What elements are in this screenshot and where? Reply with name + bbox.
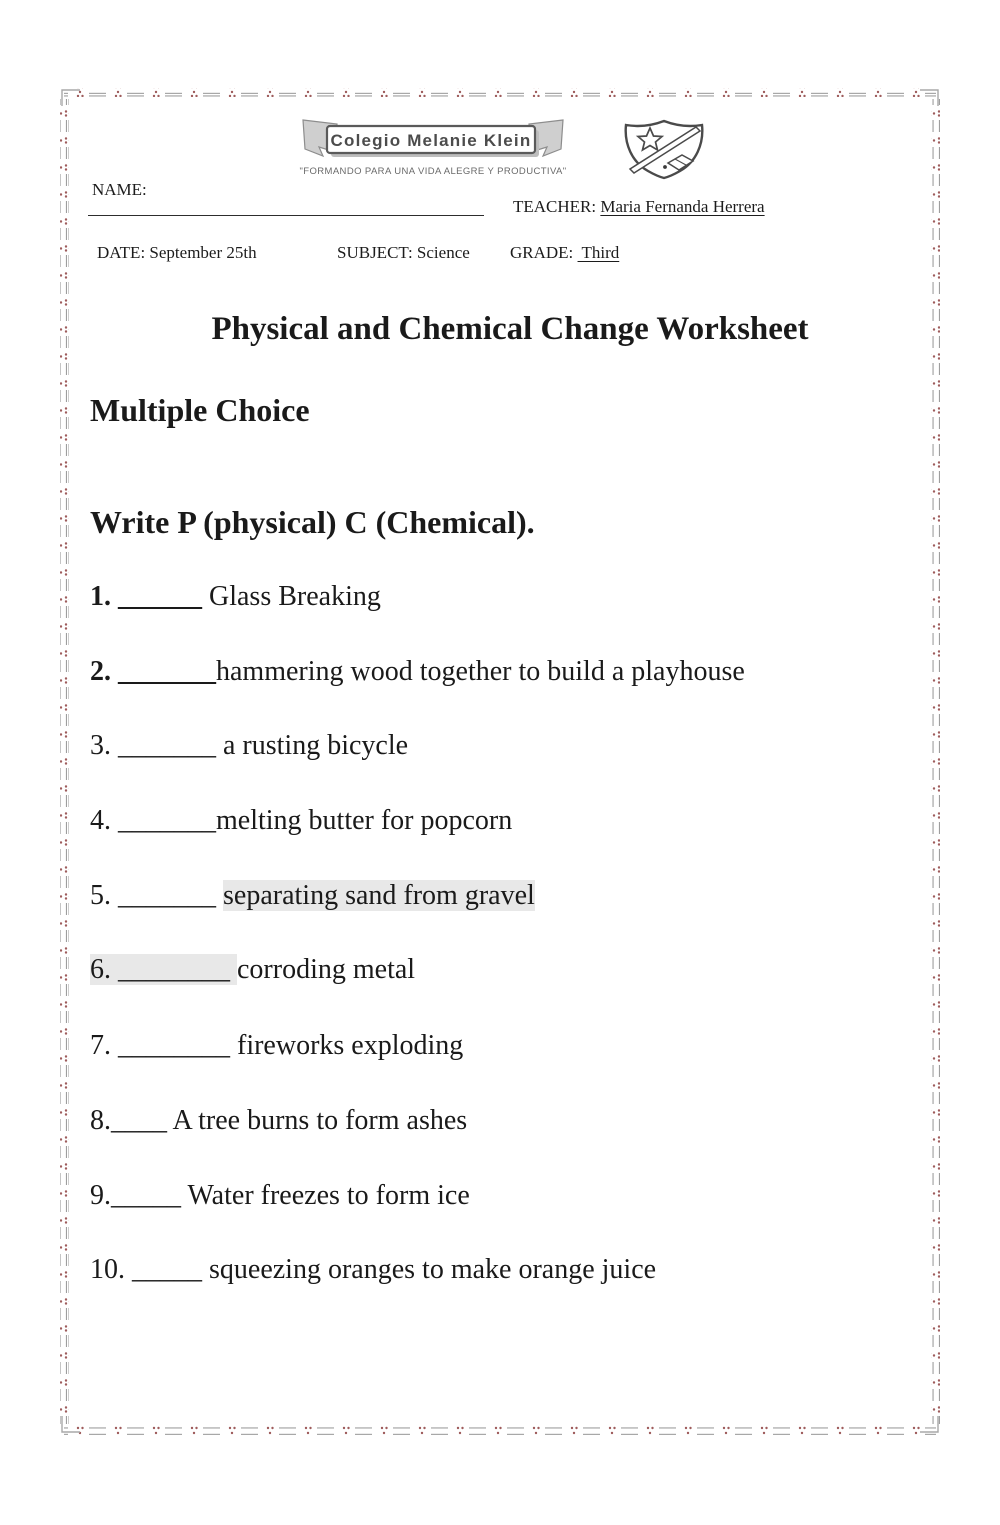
item-number-blank-highlighted: 6. ________ bbox=[90, 954, 237, 985]
date-value: September 25th bbox=[149, 243, 257, 262]
worksheet-item-5 bbox=[90, 879, 535, 913]
ink-drop bbox=[663, 165, 667, 169]
school-logo-banner bbox=[297, 114, 569, 177]
worksheet-item-4 bbox=[90, 804, 512, 838]
date-label: DATE: bbox=[97, 243, 150, 262]
teacher-field bbox=[513, 197, 765, 217]
worksheet-item-7 bbox=[90, 1029, 463, 1063]
worksheet-item-3 bbox=[90, 729, 408, 763]
item-number-blank: 8.____ bbox=[90, 1105, 173, 1136]
item-number-blank: 3. _______ bbox=[90, 730, 223, 761]
worksheet-item-1 bbox=[90, 580, 381, 614]
school-name: Colegio Melanie Klein bbox=[330, 131, 532, 150]
name-label: NAME: bbox=[92, 180, 147, 199]
subject-field bbox=[337, 243, 470, 263]
item-number-blank: 5. _______ bbox=[90, 880, 223, 911]
grade-field bbox=[510, 243, 619, 263]
grade-value: Third bbox=[577, 243, 620, 262]
border-right bbox=[931, 99, 940, 1424]
item-text-highlighted: separating sand from gravel bbox=[223, 880, 535, 911]
teacher-label: TEACHER: bbox=[513, 197, 601, 216]
subject-label: SUBJECT: bbox=[337, 243, 417, 262]
worksheet-item-2 bbox=[90, 655, 745, 689]
page-title: Physical and Chemical Change Worksheet bbox=[211, 311, 809, 347]
item-text: Glass Breaking bbox=[209, 581, 381, 612]
ribbon-banner-graphic bbox=[297, 114, 569, 160]
worksheet-item-6 bbox=[90, 953, 415, 987]
item-number-blank: 10. _____ bbox=[90, 1254, 209, 1285]
section-heading: Multiple Choice bbox=[90, 392, 310, 428]
item-text: corroding metal bbox=[237, 954, 416, 985]
item-number-blank: 7. ________ bbox=[90, 1030, 237, 1061]
teacher-name: Maria Fernanda Herrera bbox=[600, 197, 765, 216]
worksheet-item-9 bbox=[90, 1179, 470, 1213]
subject-value: Science bbox=[416, 243, 470, 262]
border-bottom bbox=[64, 1426, 936, 1435]
border-left bbox=[60, 99, 69, 1424]
item-text: A tree burns to form ashes bbox=[172, 1105, 468, 1136]
item-text: hammering wood together to build a playhouse bbox=[216, 656, 745, 687]
worksheet-item-10 bbox=[90, 1253, 656, 1287]
school-crest-icon bbox=[620, 118, 708, 180]
date-field bbox=[97, 243, 257, 263]
item-text: Water freezes to form ice bbox=[187, 1180, 470, 1211]
item-text: a rusting bicycle bbox=[223, 730, 409, 761]
grade-label: GRADE: bbox=[510, 243, 578, 262]
item-number-blank: 4. _______ bbox=[90, 805, 216, 836]
item-text: melting butter for popcorn bbox=[216, 805, 513, 836]
name-fill-line bbox=[88, 215, 484, 216]
instructions: Write P (physical) C (Chemical). bbox=[90, 504, 535, 540]
item-number-blank: 2. _______ bbox=[90, 656, 216, 687]
item-number-blank: 9._____ bbox=[90, 1180, 188, 1211]
item-text: squeezing oranges to make orange juice bbox=[209, 1254, 657, 1285]
item-number-blank: 1. ______ bbox=[90, 581, 209, 612]
worksheet-item-8 bbox=[90, 1104, 467, 1138]
item-text: fireworks exploding bbox=[237, 1030, 464, 1061]
border-top bbox=[64, 88, 936, 97]
school-motto: "FORMANDO PARA UNA VIDA ALEGRE Y PRODUCTIVA" bbox=[299, 166, 567, 177]
